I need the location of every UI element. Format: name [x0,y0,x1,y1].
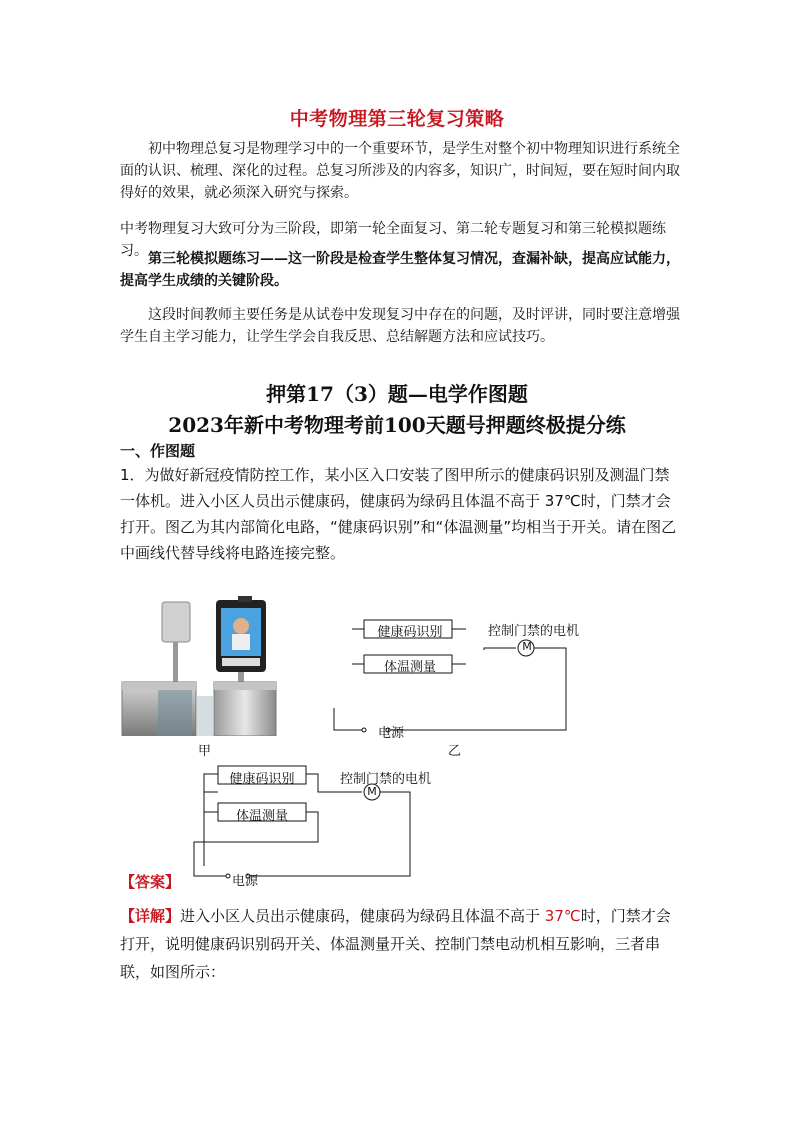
box-health-code-a: 健康码识别 [229,772,295,787]
intro-paragraph-1: 初中物理总复习是物理学习中的一个重要环节，是学生对整个初中物理知识进行系统全面的认识、梳理、深化的过程。总复习所涉及的内容多，知识广，时间短，要在短时间内取得好的效果，就必须深入研究与探索。 [120,141,680,201]
intro-paragraph-2: 中考物理复习大致可分为三阶段，即第一轮全面复习、第二轮专题复习和第三轮模拟题练习。 [120,221,666,259]
detail-text-a: 进入小区人员出示健康码，健康码为绿码且体温不高于 [180,907,545,925]
power-label-a: 电源 [232,874,259,889]
figure-label-jia: 甲 [198,744,212,759]
power-label-q: 电源 [378,726,405,741]
detail-tag: 【详解】 [120,907,181,925]
section-heading-2: 2023年新中考物理考前100天题号押题终极提分练 [168,413,626,437]
box-temperature-q: 体温测量 [383,660,436,675]
motor-label-q: 控制门禁的电机 [488,624,580,639]
box-temperature-a: 体温测量 [235,809,288,824]
box-health-code-q: 健康码识别 [377,625,443,640]
motor-symbol-a: M [367,785,377,798]
detail-temperature: 37℃ [544,907,581,925]
motor-label-a: 控制门禁的电机 [340,772,432,787]
category-heading: 一、作图题 [120,442,196,460]
question-text: 1．为做好新冠疫情防控工作，某小区入口安装了图甲所示的健康码识别及测温门禁一体机。进入小区人员出示健康码，健康码为绿码且体温不高于 37℃时，门禁才会打开。图乙为其内部简化电路，“健康码识别”和“体温测量”均相当于开关。请在图乙中画线代替导线将电路连接完整。 [120,466,677,562]
intro-paragraph-3: 第三轮模拟题练习——这一阶段是检查学生整体复习情况，查漏补缺，提高应试能力，提高学生成绩的关键阶段。 [120,251,680,289]
detail-text-b: 时，门禁才会打开，说明健康码识别码开关、体温测量开关、控制门禁电动机相互影响，三者串联，如图所示： [120,907,671,981]
section-heading-1: 押第17（3）题—电学作图题 [266,382,528,406]
intro-paragraph-4: 这段时间教师主要任务是从试卷中发现复习中存在的问题，及时评讲，同时要注意增强学生自主学习能力，让学生学会自我反思、总结解题方法和应试技巧。 [120,307,680,345]
answer-detail [120,902,680,986]
motor-symbol-q: M [522,640,532,653]
answer-tag: 【答案】 [120,873,181,891]
gate-device-photo [118,596,278,736]
figure-label-yi: 乙 [448,744,462,759]
page-title: 中考物理第三轮复习策略 [289,108,505,130]
